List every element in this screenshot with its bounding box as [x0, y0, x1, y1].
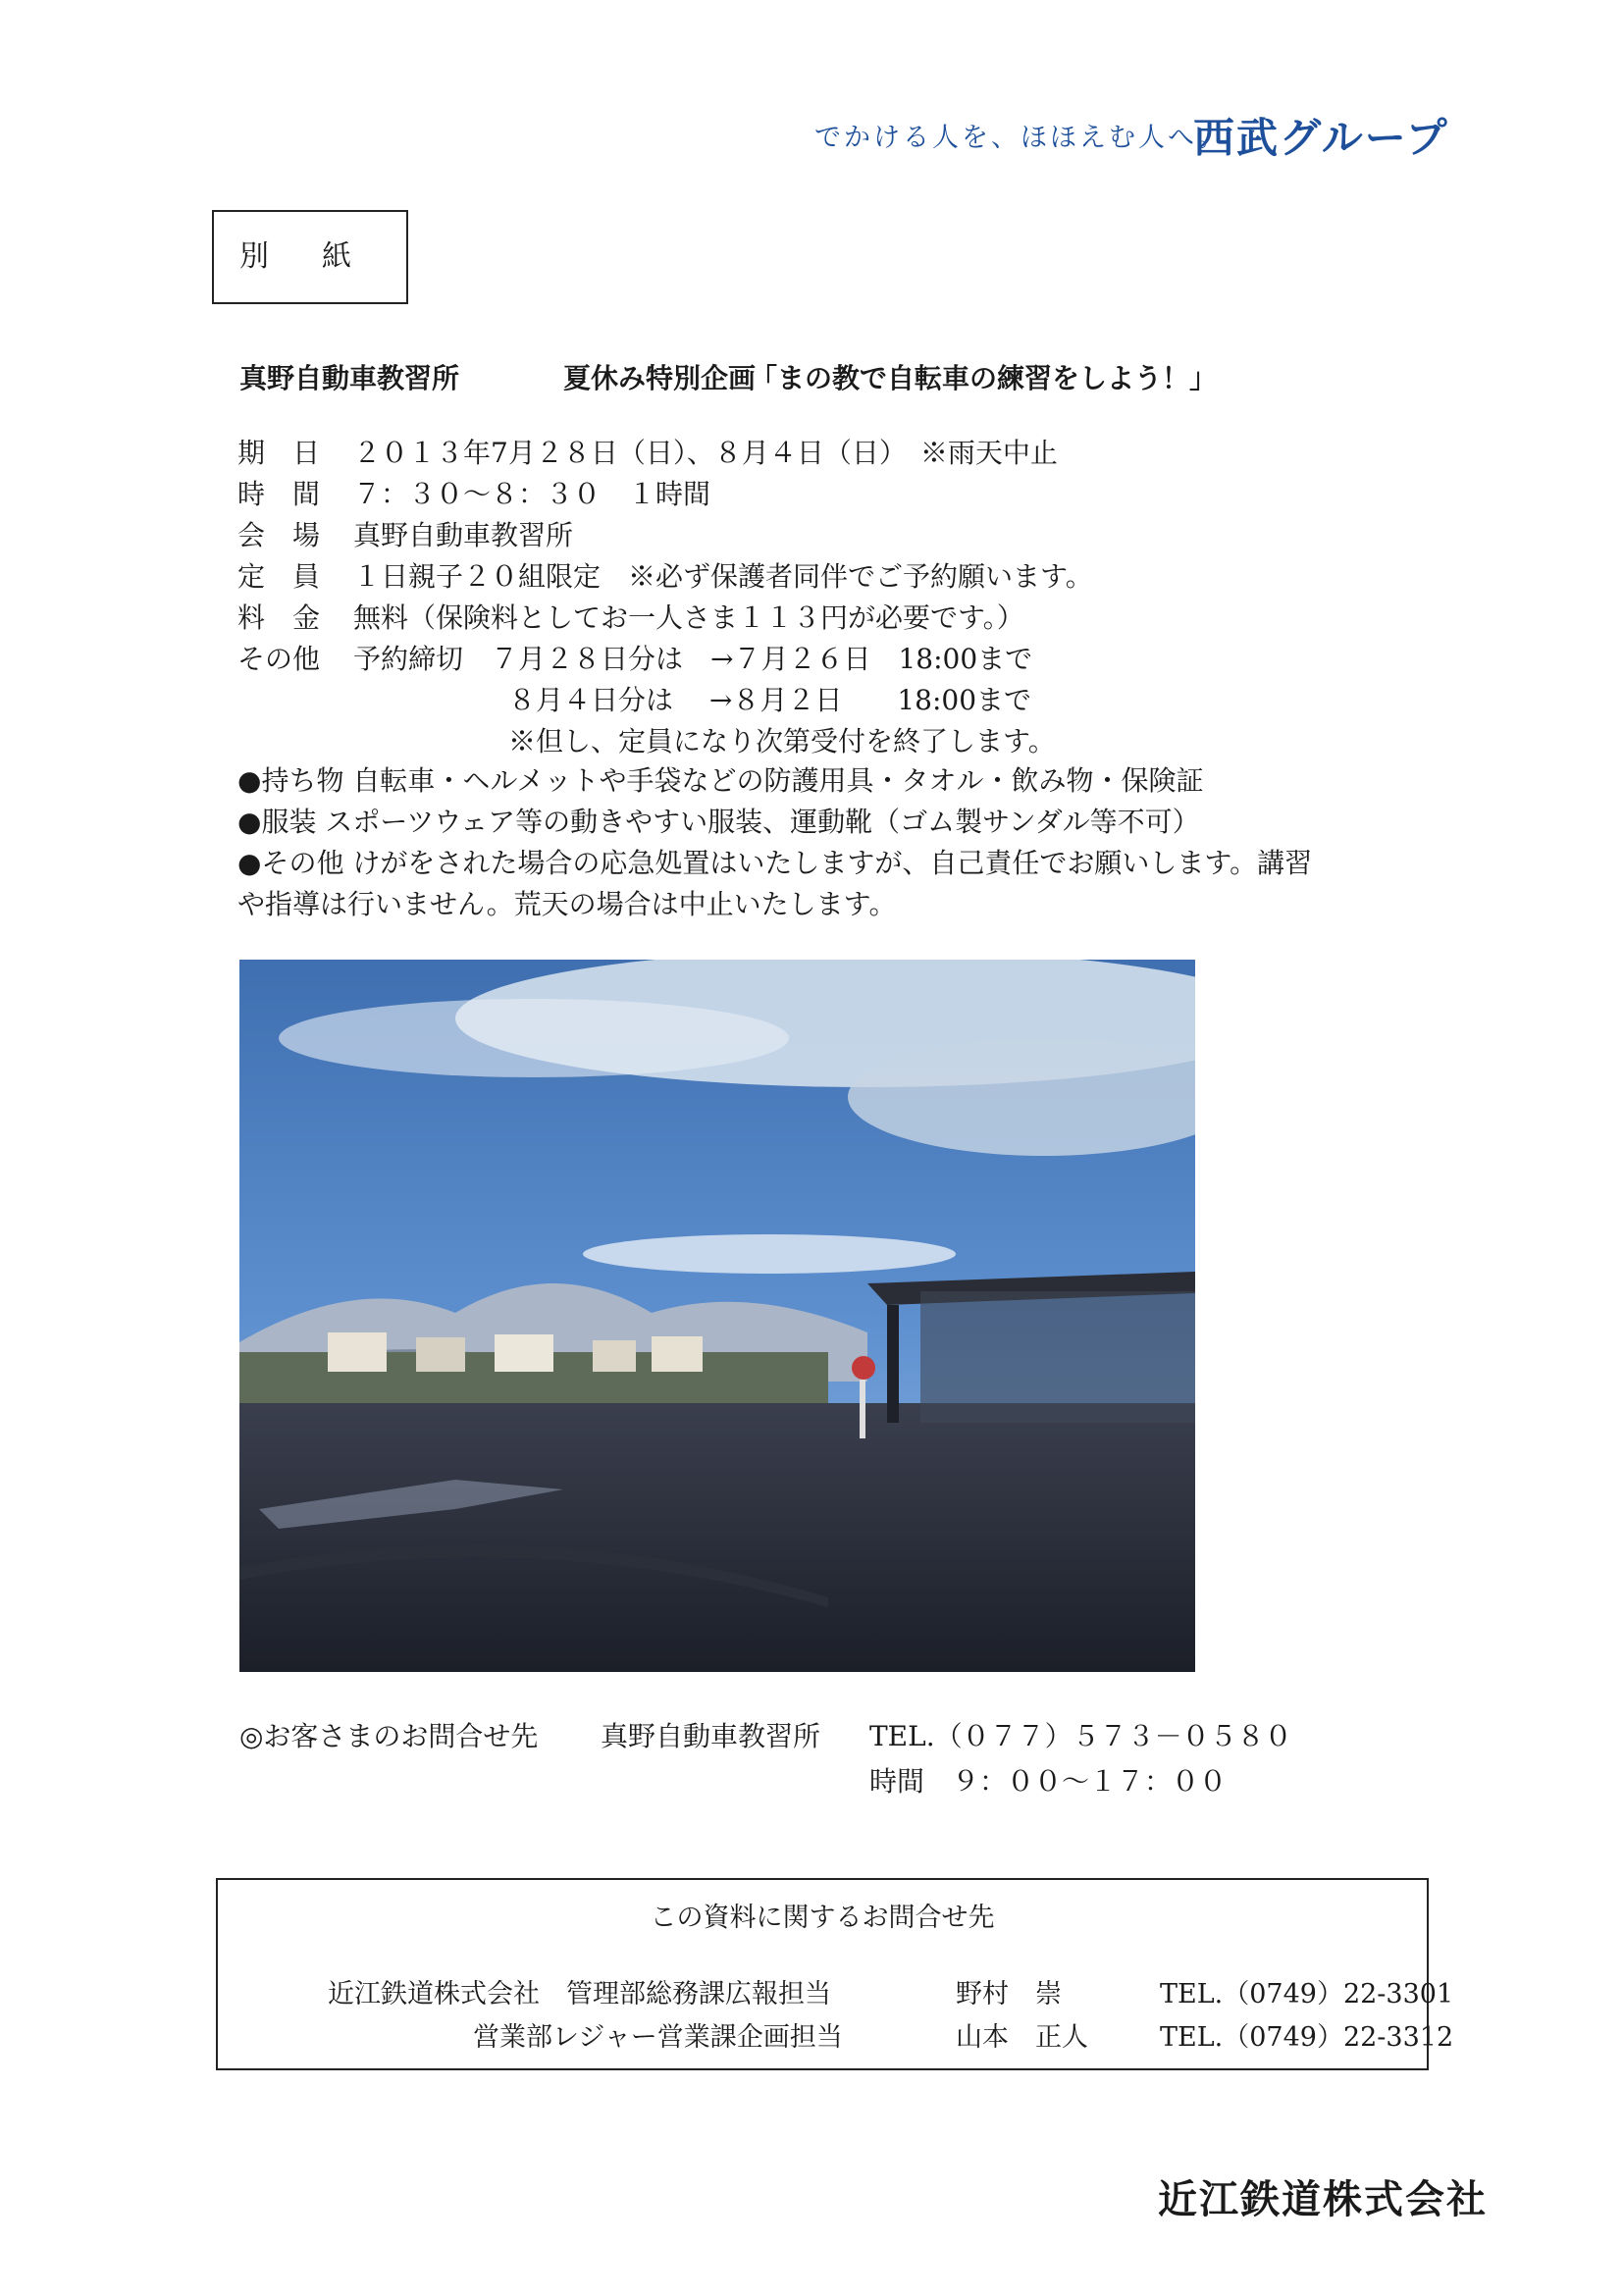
detail-label: 会場	[237, 519, 348, 551]
press-contact-org-2: 営業部レジャー営業課企画担当	[473, 2022, 843, 2053]
press-contact-box	[216, 1878, 1454, 2070]
ohmi-railway-logo: 近江鉄道株式会社	[1158, 2177, 1488, 2222]
note-clothing: ● 服装 スポーツウェア等の動きやすい服装、運動靴（ゴム製サンダル等不可）	[237, 803, 1200, 842]
detail-value: ７：３０～８：３０ １時間	[353, 478, 711, 510]
detail-label: 定員	[237, 560, 348, 593]
press-contact-person-2: 山本 正人	[956, 2022, 1088, 2053]
deadline-aug: ８月４日分は →８月２日 18:00まで	[508, 684, 1032, 716]
title-program: 夏休み特別企画	[563, 362, 757, 394]
detail-label: 時間	[237, 478, 348, 510]
detail-fee	[237, 599, 1024, 638]
detail-value: ２０１３年7月２８日（日）、８月４日（日） ※雨天中止	[353, 437, 1058, 469]
detail-capacity	[237, 557, 1093, 597]
tagline: でかける人を、ほほえむ人へ。	[814, 123, 1227, 153]
press-contact-tel-1: TEL.（0749）22-3301	[1160, 1979, 1454, 2009]
course-photo	[239, 960, 1195, 1672]
press-contact-person-1: 野村 崇	[956, 1979, 1062, 2009]
customer-contact-name: 真野自動車教習所	[601, 1720, 821, 1752]
detail-date	[237, 434, 1058, 473]
detail-value: 真野自動車教習所	[353, 519, 574, 551]
detail-value: １日親子２０組限定 ※必ず保護者同伴でご予約願います。	[353, 560, 1093, 593]
note-other-continuation: や指導は行いません。荒天の場合は中止いたします。	[237, 888, 897, 920]
press-contact-org-1: 近江鉄道株式会社 管理部総務課広報担当	[328, 1979, 831, 2009]
detail-label: その他	[237, 643, 321, 675]
detail-venue	[237, 516, 573, 555]
press-contact-tel-2: TEL.（0749）22-3312	[1160, 2022, 1454, 2053]
detail-label: 料金	[237, 601, 348, 634]
press-contact-heading: この資料に関するお問合せ先	[650, 1903, 995, 1933]
detail-value: 予約締切 ７月２８日分は →７月２６日 18:00まで	[353, 643, 1033, 675]
customer-contact-tel: TEL.（０７７）５７３－０５８０	[869, 1720, 1292, 1752]
detail-other	[237, 640, 1032, 679]
attachment-label: 別紙	[212, 210, 408, 304]
customer-contact-label: ◎お客さまのお問合せ先	[239, 1720, 539, 1752]
note-other: ● その他 けがをされた場合の応急処置はいたしますが、自己責任でお願いします。講習	[237, 844, 1312, 883]
seibu-group-logo: 西武グループ	[1193, 114, 1449, 162]
title-catchphrase: 「まの教で自転車の練習をしよう！」	[750, 362, 1218, 394]
note-belongings: ● 持ち物 自転車・ヘルメットや手袋などの防護用具・タオル・飲み物・保険証	[237, 761, 1204, 801]
detail-time	[237, 475, 710, 514]
detail-value: 無料（保険料としてお一人さま１１３円が必要です。）	[353, 601, 1024, 634]
detail-label: 期日	[237, 437, 348, 469]
customer-contact-hours: 時間 ９：００～１７：００	[869, 1765, 1228, 1798]
deadline-note: ※但し、定員になり次第受付を終了します。	[508, 725, 1056, 757]
title-venue: 真野自動車教習所	[239, 362, 460, 394]
